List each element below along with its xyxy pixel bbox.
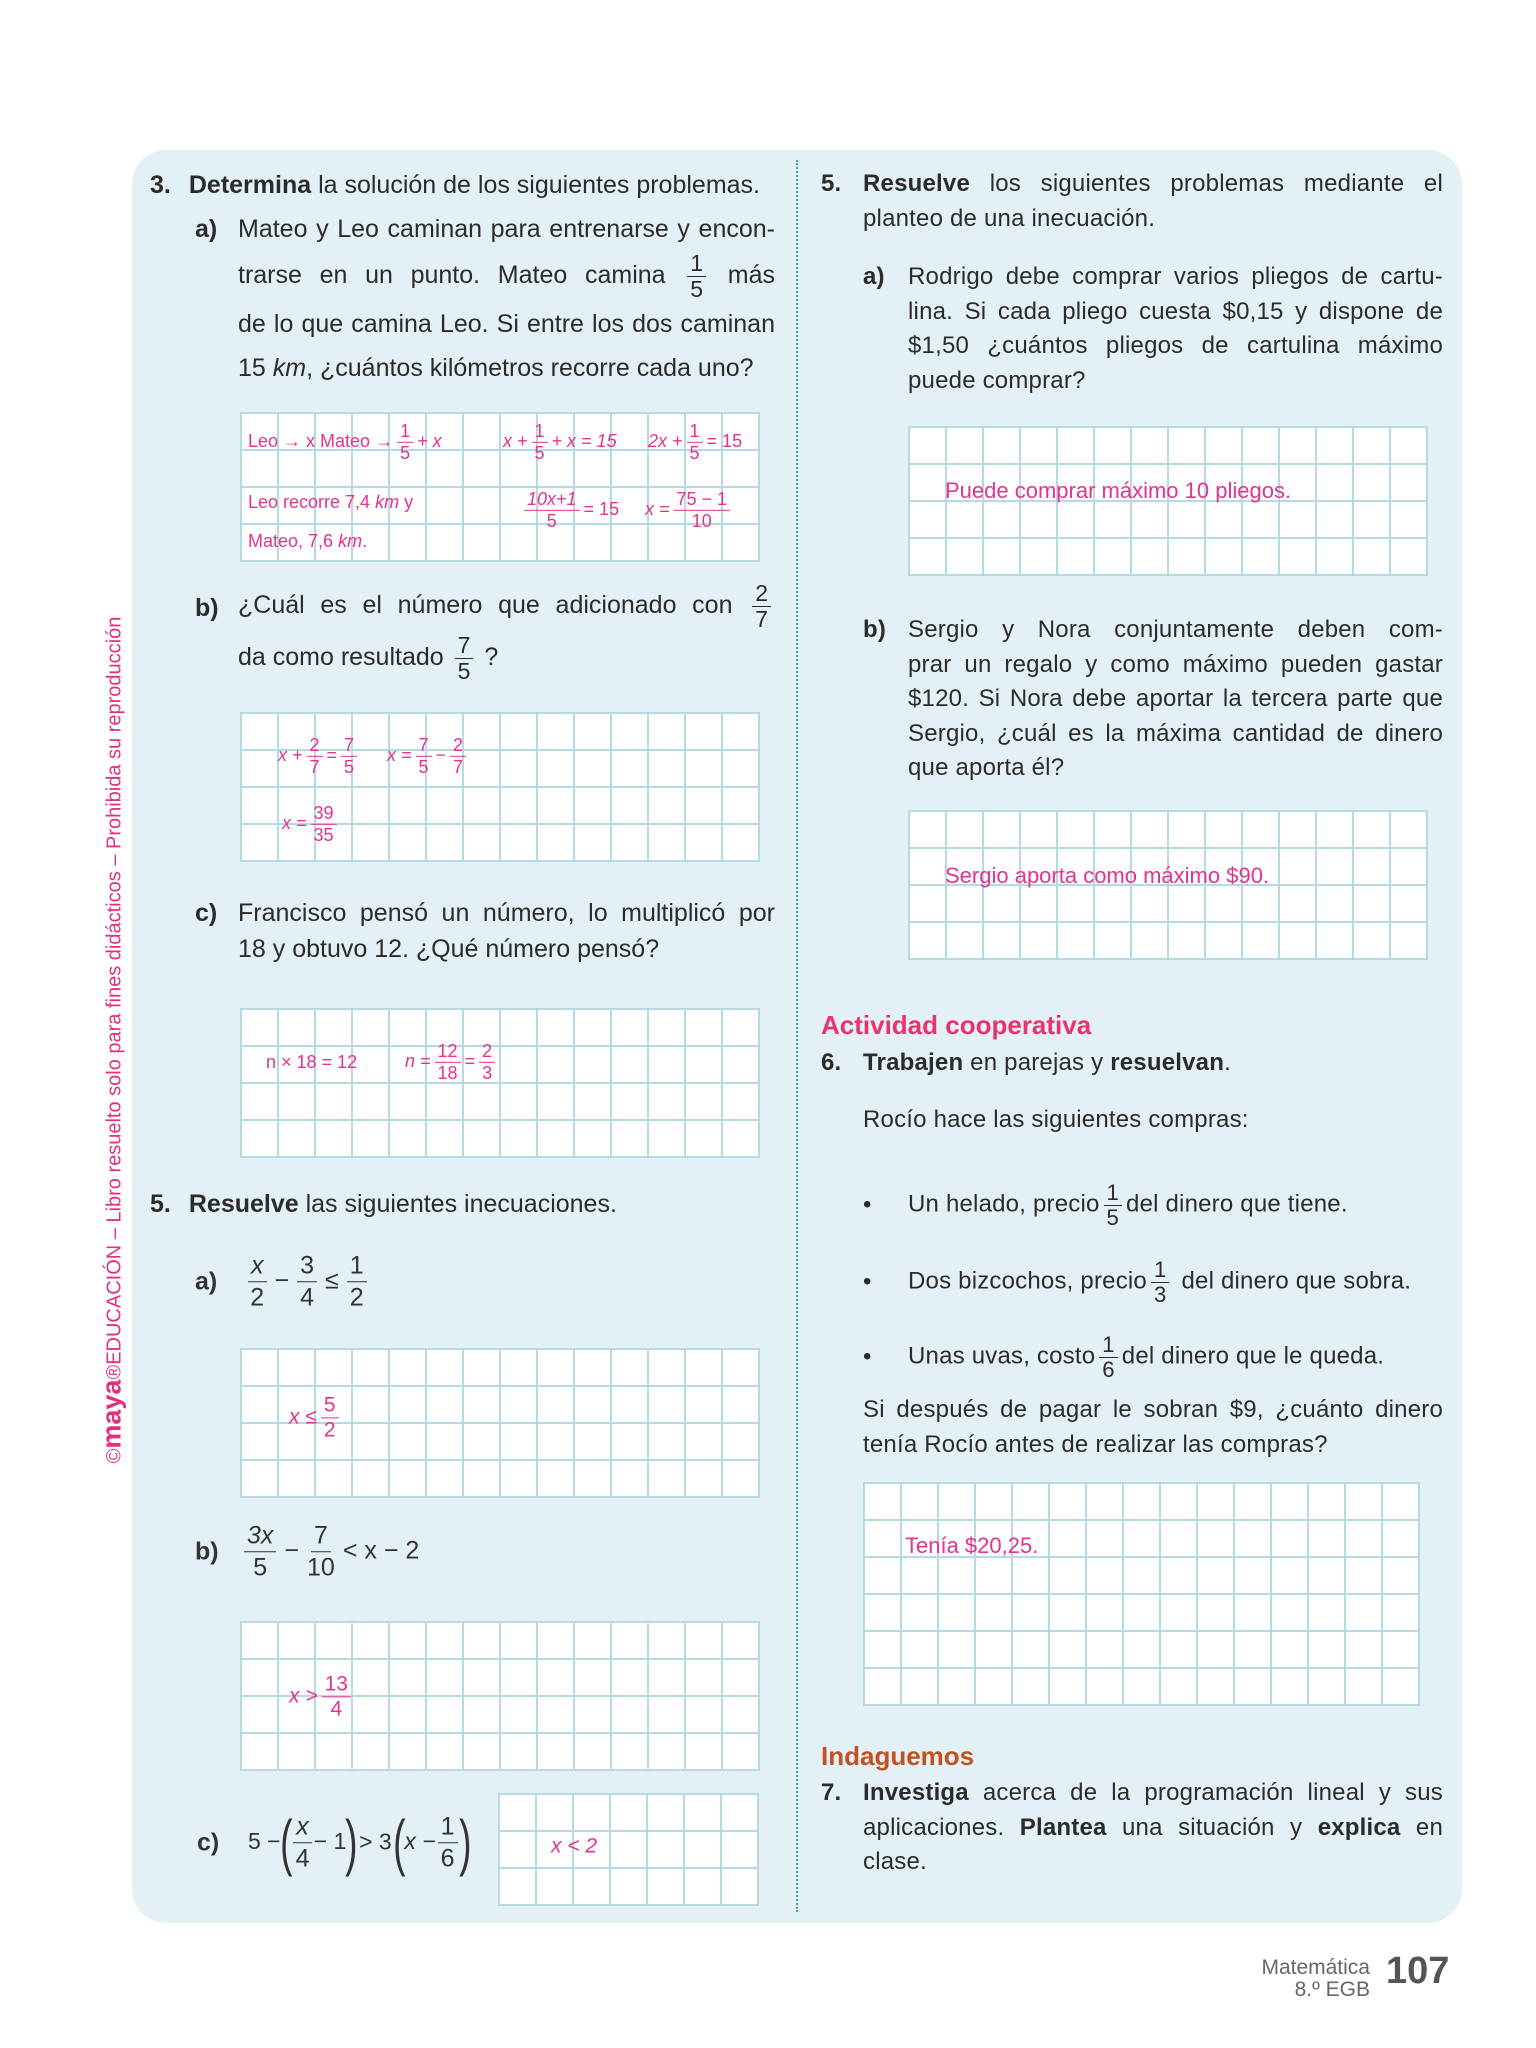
text: x + — [503, 430, 528, 451]
copyright-side-note — [97, 560, 128, 1520]
numerator: 3x — [244, 1520, 276, 1552]
instruction-text: la solución de los siguientes problemas. — [311, 171, 760, 199]
copyright-symbol: © — [103, 1448, 126, 1464]
instruction-verb: Investiga — [863, 1779, 969, 1806]
text: ? — [484, 642, 499, 671]
numerator: 2 — [479, 1041, 495, 1063]
footer-book-info — [1261, 1957, 1370, 2001]
text: = 15 — [583, 498, 620, 519]
inequality-5b — [236, 1520, 419, 1584]
side-note-text: ®EDUCACIÓN – Libro resuelto solo para fines didácticos – Prohibida su reproducción — [103, 616, 126, 1380]
instruction-text: los siguientes problemas mediante el — [989, 170, 1443, 197]
text-line — [863, 167, 1443, 202]
denominator: 18 — [437, 1062, 458, 1083]
text: Dos bizcochos, precio — [908, 1267, 1147, 1295]
instruction-verb: Determina — [188, 171, 312, 199]
page-number: 107 — [1386, 1950, 1450, 1992]
fraction — [438, 1811, 458, 1875]
fraction — [435, 1041, 461, 1083]
text: < x − 2 — [342, 1536, 420, 1565]
answer-grid-5a-right[interactable] — [908, 426, 1428, 576]
unit: km — [375, 492, 400, 512]
denominator: 4 — [295, 1844, 310, 1873]
answer-line — [266, 1053, 357, 1071]
problem-5a-text — [908, 260, 1443, 398]
text-line: tenía Rocío antes de realizar las compras? — [863, 1430, 1328, 1458]
numerator: x — [248, 1250, 267, 1282]
text-line: 18 y obtuvo 12. ¿Qué número pensó? — [238, 935, 660, 963]
item-label: b) — [195, 594, 219, 622]
answer-line — [248, 421, 442, 463]
denominator: 7 — [309, 756, 320, 777]
denominator: 6 — [440, 1844, 455, 1873]
exercise-number: 5. — [821, 170, 842, 197]
answer-line — [289, 1393, 343, 1442]
brand-logo: maya — [96, 1379, 127, 1449]
text: . — [362, 531, 368, 551]
numerator: 7 — [311, 1520, 331, 1552]
text-line — [863, 1776, 1443, 1811]
denominator: 6 — [1102, 1356, 1115, 1382]
text: n × 18 = 12 — [266, 1052, 358, 1072]
fraction — [248, 1250, 267, 1314]
unit: km — [272, 353, 307, 382]
fraction — [347, 1250, 367, 1314]
numerator: 75 − 1 — [674, 489, 731, 511]
text: 2x + — [648, 430, 683, 451]
denominator: 4 — [300, 1283, 315, 1312]
denominator: 35 — [313, 824, 334, 845]
denominator: 5 — [344, 756, 355, 777]
parenthesis: ) — [458, 1808, 472, 1877]
answer-grid-6[interactable] — [863, 1482, 1420, 1706]
text: = — [464, 1050, 476, 1071]
exercise-7-text — [863, 1776, 1443, 1880]
denominator: 5 — [534, 442, 545, 463]
fraction — [307, 1520, 335, 1584]
text-line — [238, 251, 775, 302]
text-line: Sergio y Nora conjuntamente deben com- — [908, 616, 1443, 643]
answer-line — [503, 421, 617, 463]
text-line: Mateo y Leo caminan para entrenarse y encon- — [238, 215, 775, 243]
text: acerca de la programación lineal y sus — [968, 1779, 1443, 1806]
fraction — [450, 735, 466, 777]
fraction — [307, 735, 323, 777]
text-line: planteo de una inecuación. — [863, 204, 1156, 232]
text: . — [1224, 1049, 1231, 1076]
fraction — [321, 1393, 339, 1442]
answer-grid-5b[interactable] — [240, 1621, 760, 1771]
bullet-item — [863, 1258, 1411, 1307]
text: en parejas y — [963, 1049, 1111, 1076]
answer-line: Sergio aporta como máximo $90. — [945, 863, 1270, 888]
text: − — [435, 744, 447, 765]
parenthesis: ) — [345, 1808, 358, 1877]
answer-line — [278, 735, 361, 777]
fraction — [687, 251, 706, 302]
denominator: 5 — [457, 657, 471, 684]
denominator: 10 — [691, 510, 712, 531]
section-title-indaguemos: Indaguemos — [821, 1741, 975, 1771]
fraction — [1099, 1333, 1117, 1382]
answer-line — [282, 803, 341, 845]
text: Leo recorre 7,4 — [248, 492, 376, 512]
bullet-item — [863, 1181, 1348, 1230]
numerator: 1 — [687, 421, 703, 443]
text-line — [863, 1811, 1443, 1846]
answer-grid-3a[interactable] — [240, 412, 760, 562]
instruction-text: las siguientes inecuaciones. — [298, 1190, 617, 1218]
answer-line: Tenía $20,25. — [905, 1533, 1039, 1558]
denominator: 5 — [690, 275, 704, 302]
text-line: Sergio, ¿cuál es la máxima cantidad de dinero — [908, 719, 1443, 747]
fraction — [341, 735, 357, 777]
text: aplicaciones. — [863, 1813, 1020, 1841]
answer-line — [248, 493, 413, 511]
answer-line — [645, 489, 734, 531]
text-line: Francisco pensó un número, lo multiplicó por — [238, 899, 775, 927]
text: del dinero que sobra. — [1181, 1267, 1412, 1295]
denominator: 3 — [482, 1062, 493, 1083]
operator: − — [274, 1266, 290, 1295]
exercise-5-right-heading — [863, 167, 1443, 236]
exercise-number: 7. — [821, 1779, 842, 1806]
numerator: 1 — [687, 251, 706, 277]
text-line: puede comprar? — [908, 366, 1086, 394]
item-label: a) — [195, 1267, 218, 1296]
text: x = — [387, 744, 412, 765]
denominator: 5 — [253, 1553, 268, 1582]
denominator: 2 — [349, 1283, 364, 1312]
denominator: 7 — [453, 756, 464, 777]
denominator: 2 — [250, 1283, 265, 1312]
answer-grid-3c[interactable] — [240, 1008, 760, 1158]
parenthesis: ( — [392, 1808, 406, 1877]
numerator: x — [293, 1811, 312, 1843]
answer-line — [648, 421, 742, 463]
numerator: 39 — [311, 803, 337, 825]
denominator: 2 — [323, 1418, 336, 1442]
item-label: a) — [195, 215, 218, 243]
fraction — [532, 421, 548, 463]
text: Mateo, 7,6 — [248, 531, 339, 551]
fraction — [455, 633, 474, 684]
denominator: 10 — [307, 1553, 335, 1582]
numerator: 1 — [438, 1811, 458, 1843]
text: > 3 — [359, 1828, 392, 1855]
intro-text: Rocío hace las siguientes compras: — [863, 1106, 1249, 1133]
text: x > — [289, 1684, 318, 1708]
answer-line: Puede comprar máximo 10 pliegos. — [945, 478, 1292, 503]
item-label: b) — [195, 1537, 219, 1566]
fraction — [1151, 1258, 1169, 1307]
text-line: clase. — [863, 1848, 927, 1875]
text: x ≤ — [289, 1405, 317, 1429]
text: Leo → x Mateo → — [248, 430, 394, 451]
text: , ¿cuántos kilómetros recorre cada uno? — [306, 353, 754, 382]
instruction-verb: Resuelve — [188, 1190, 299, 1218]
numerator: 12 — [435, 1041, 461, 1063]
fraction — [687, 421, 703, 463]
fraction — [479, 1041, 495, 1083]
denominator: 5 — [1106, 1204, 1120, 1230]
instruction-verb: Resuelve — [863, 170, 970, 197]
unit: km — [338, 531, 363, 551]
item-label: c) — [195, 899, 218, 927]
fraction — [416, 735, 432, 777]
text: Un helado, precio — [908, 1190, 1100, 1218]
numerator: 2 — [752, 581, 771, 607]
text: da como resultado — [238, 642, 444, 671]
numerator: 7 — [341, 735, 357, 757]
item-label: a) — [863, 263, 885, 290]
item-label: b) — [863, 616, 887, 643]
text-line: prar un regalo y como máximo pueden gastar — [908, 650, 1443, 678]
text: 15 — [238, 353, 273, 382]
answer-line — [551, 1836, 597, 1857]
denominator: 3 — [1153, 1281, 1167, 1307]
text: Unas uvas, costo — [908, 1342, 1096, 1370]
fraction — [244, 1520, 276, 1584]
exercise-number: 5. — [150, 1190, 171, 1218]
fraction — [293, 1811, 312, 1875]
denominator: 5 — [400, 442, 411, 463]
text-line: $120. Si Nora debe aportar la tercera parte que — [908, 685, 1443, 712]
item-label: c) — [197, 1828, 220, 1857]
text-line: $1,50 ¿cuántos pliegos de cartulina máximo — [908, 332, 1443, 359]
problem-3a-text — [238, 207, 775, 390]
numerator: 2 — [450, 735, 466, 757]
inequality-5a — [240, 1250, 375, 1314]
denominator: 5 — [546, 510, 557, 531]
fraction — [524, 489, 580, 531]
text: + x = 15 — [551, 430, 617, 451]
problem-3c-text — [238, 895, 775, 967]
text: x = — [645, 498, 670, 519]
problem-3b-text — [238, 580, 775, 683]
exercise-3-heading — [150, 163, 780, 207]
text-line: lina. Si cada pliego cuesta $0,15 y dispone de — [908, 297, 1443, 325]
answer-line — [248, 532, 367, 550]
text: x + — [278, 744, 303, 765]
fraction — [752, 581, 771, 632]
text: y — [399, 492, 414, 512]
text: 5 − — [248, 1828, 281, 1855]
fraction — [297, 1250, 317, 1314]
text-line — [238, 346, 775, 390]
text: trarse en un punto. Mateo camina — [238, 260, 666, 289]
subject-name: Matemática — [1261, 1956, 1370, 1979]
numerator: 1 — [532, 421, 548, 443]
answer-grid-5a[interactable] — [240, 1348, 760, 1498]
column-divider — [796, 160, 798, 1912]
text-line: Rodrigo debe comprar varios pliegos de cartu- — [908, 263, 1443, 290]
inequality-5c — [248, 1808, 472, 1877]
numerator: 3 — [297, 1250, 317, 1282]
text-line — [238, 632, 775, 684]
numerator: 5 — [321, 1393, 339, 1418]
denominator: 7 — [755, 605, 768, 632]
text: − 1 — [313, 1828, 347, 1855]
fraction — [1104, 1181, 1122, 1230]
answer-line — [520, 489, 619, 531]
parenthesis: ( — [279, 1808, 293, 1877]
numerator: 1 — [347, 1250, 367, 1282]
denominator: 5 — [418, 756, 429, 777]
instruction-verb: Trabajen — [863, 1049, 964, 1076]
answer-line — [289, 1672, 355, 1721]
answer-line — [405, 1041, 499, 1083]
numerator: 10x+1 — [524, 489, 580, 511]
text: x = — [282, 812, 307, 833]
text: = — [326, 744, 338, 765]
text: del dinero que le queda. — [1121, 1342, 1385, 1370]
numerator: 7 — [416, 735, 432, 757]
answer-grid-3b[interactable] — [240, 712, 760, 862]
answer-grid-5c[interactable] — [498, 1793, 759, 1906]
text: más — [727, 260, 776, 289]
numerator: 1 — [397, 421, 413, 443]
text: en — [1400, 1813, 1444, 1841]
section-title-actividad-cooperativa: Actividad cooperativa — [821, 1010, 1092, 1040]
text: del dinero que tiene. — [1126, 1190, 1348, 1218]
exercise-6-question — [863, 1393, 1443, 1462]
operator: − — [284, 1536, 300, 1565]
text-line: Si después de pagar le sobran $9, ¿cuánto dinero — [863, 1396, 1443, 1423]
answer-line — [387, 735, 470, 777]
instruction-verb: explica — [1317, 1813, 1401, 1841]
fraction — [397, 421, 413, 463]
numerator: 1 — [1099, 1333, 1117, 1358]
numerator: 1 — [1151, 1258, 1169, 1283]
bullet-item — [863, 1333, 1384, 1382]
problem-5b-text — [908, 613, 1443, 786]
text: ¿Cuál es el número que adicionado con — [238, 591, 733, 619]
denominator: 5 — [689, 442, 700, 463]
text: n = — [405, 1050, 431, 1071]
text-line: que aporta él? — [908, 754, 1065, 781]
text: una situación y — [1106, 1813, 1318, 1841]
fraction — [311, 803, 337, 845]
fraction — [674, 489, 731, 531]
instruction-verb: resuelvan — [1110, 1049, 1225, 1076]
text-line: de lo que camina Leo. Si entre los dos caminan — [238, 309, 775, 338]
exercise-5-heading — [150, 1182, 780, 1226]
text: = 15 — [706, 430, 743, 451]
numerator: 2 — [307, 735, 323, 757]
numerator: 7 — [455, 633, 474, 659]
bullet-icon: • — [863, 1190, 872, 1218]
text: + x — [417, 430, 442, 451]
exercise-number: 3. — [150, 171, 171, 199]
text: x < 2 — [551, 1834, 598, 1858]
bullet-icon: • — [863, 1267, 872, 1295]
grade-level: 8.º EGB — [1294, 1978, 1370, 2001]
operator: ≤ — [325, 1266, 339, 1295]
instruction-verb: Plantea — [1019, 1813, 1107, 1841]
fraction — [322, 1672, 351, 1721]
bullet-icon: • — [863, 1342, 872, 1370]
text-line — [238, 580, 775, 632]
exercise-6-heading — [863, 1046, 1231, 1081]
numerator: 1 — [1104, 1181, 1122, 1206]
answer-grid-5b-right[interactable] — [908, 810, 1428, 960]
text: x − — [404, 1828, 436, 1855]
denominator: 4 — [330, 1697, 343, 1721]
numerator: 13 — [322, 1672, 351, 1697]
exercise-number: 6. — [821, 1049, 842, 1076]
